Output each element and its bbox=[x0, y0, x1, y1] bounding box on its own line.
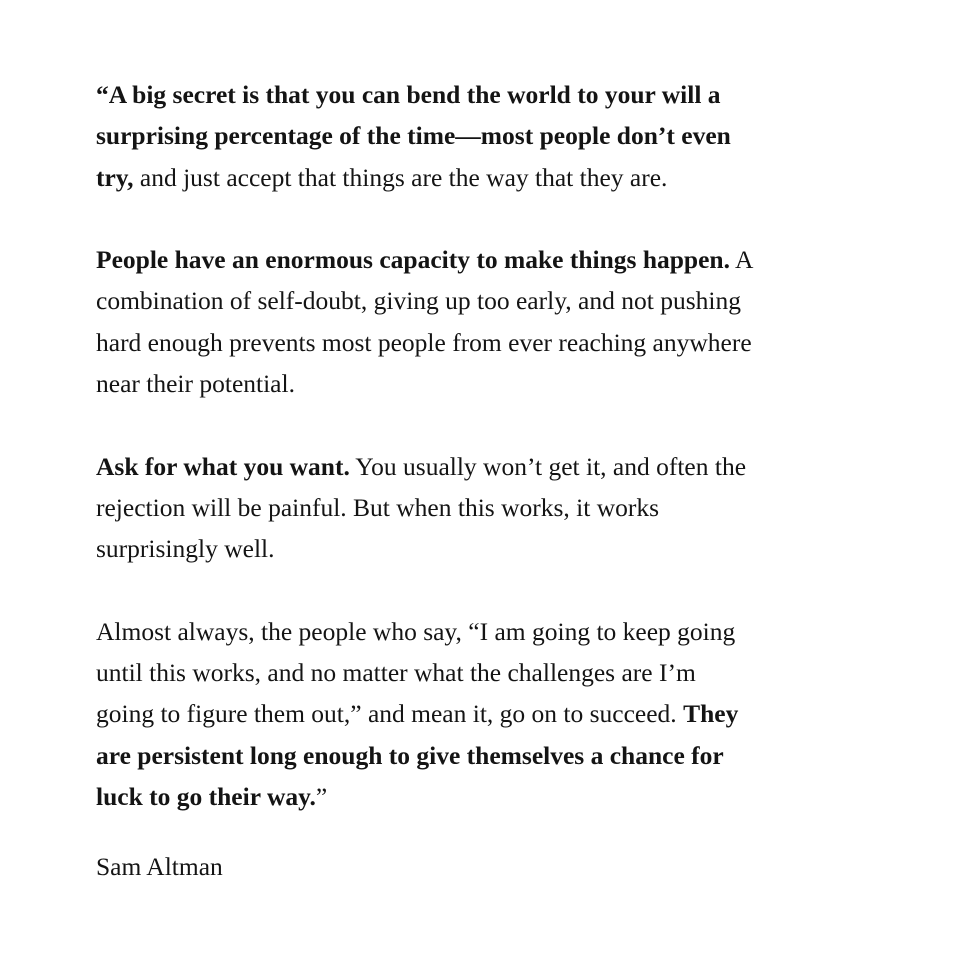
text-line bbox=[96, 487, 886, 528]
quote-paragraph-1 bbox=[96, 74, 886, 198]
regular-text: A bbox=[730, 245, 754, 275]
regular-text: and just accept that things are the way that they are. bbox=[133, 162, 668, 192]
bold-text: surprising percentage of the time—most people don’t even bbox=[96, 121, 731, 151]
text-line bbox=[96, 693, 886, 734]
bold-text: People have an enormous capacity to make things happen. bbox=[96, 245, 730, 275]
regular-text: You usually won’t get it, and often the bbox=[349, 451, 747, 481]
text-line bbox=[96, 363, 886, 404]
quote-block bbox=[96, 74, 886, 859]
regular-text: surprisingly well. bbox=[96, 534, 275, 564]
text-line bbox=[96, 652, 886, 693]
text-line bbox=[96, 611, 886, 652]
quote-author: Sam Altman bbox=[96, 852, 223, 881]
bold-text: luck to go their way. bbox=[96, 782, 316, 812]
bold-text: “A big secret is that you can bend the world to your will a bbox=[96, 80, 721, 109]
text-line bbox=[96, 322, 886, 363]
text-line bbox=[96, 157, 886, 198]
text-line bbox=[96, 74, 886, 115]
text-line bbox=[96, 528, 886, 569]
bold-text: Ask for what you want. bbox=[96, 451, 350, 481]
quote-paragraph-2 bbox=[96, 239, 886, 404]
regular-text: hard enough prevents most people from ever reaching anywhere bbox=[96, 327, 752, 357]
regular-text: rejection will be painful. But when this works, it works bbox=[96, 492, 660, 522]
text-line bbox=[96, 446, 886, 487]
quote-paragraph-3 bbox=[96, 446, 886, 570]
text-line bbox=[96, 239, 886, 280]
text-line bbox=[96, 115, 886, 156]
regular-text: Almost always, the people who say, “I am going to keep going bbox=[96, 616, 736, 646]
regular-text: near their potential. bbox=[96, 369, 295, 399]
quote-paragraph-4 bbox=[96, 611, 886, 817]
regular-text: until this works, and no matter what the challenges are I’m bbox=[96, 658, 696, 688]
regular-text: going to figure them out,” and mean it, go on to succeed. bbox=[96, 699, 684, 729]
text-line bbox=[96, 735, 886, 776]
text-line bbox=[96, 776, 886, 817]
regular-text: combination of self-doubt, giving up too early, and not pushing bbox=[96, 286, 741, 316]
bold-text: try, bbox=[96, 162, 134, 192]
bold-text: are persistent long enough to give themselves a chance for bbox=[96, 740, 724, 770]
closing-quote-mark: ” bbox=[315, 782, 328, 812]
bold-text: They bbox=[683, 699, 739, 729]
text-line bbox=[96, 280, 886, 321]
